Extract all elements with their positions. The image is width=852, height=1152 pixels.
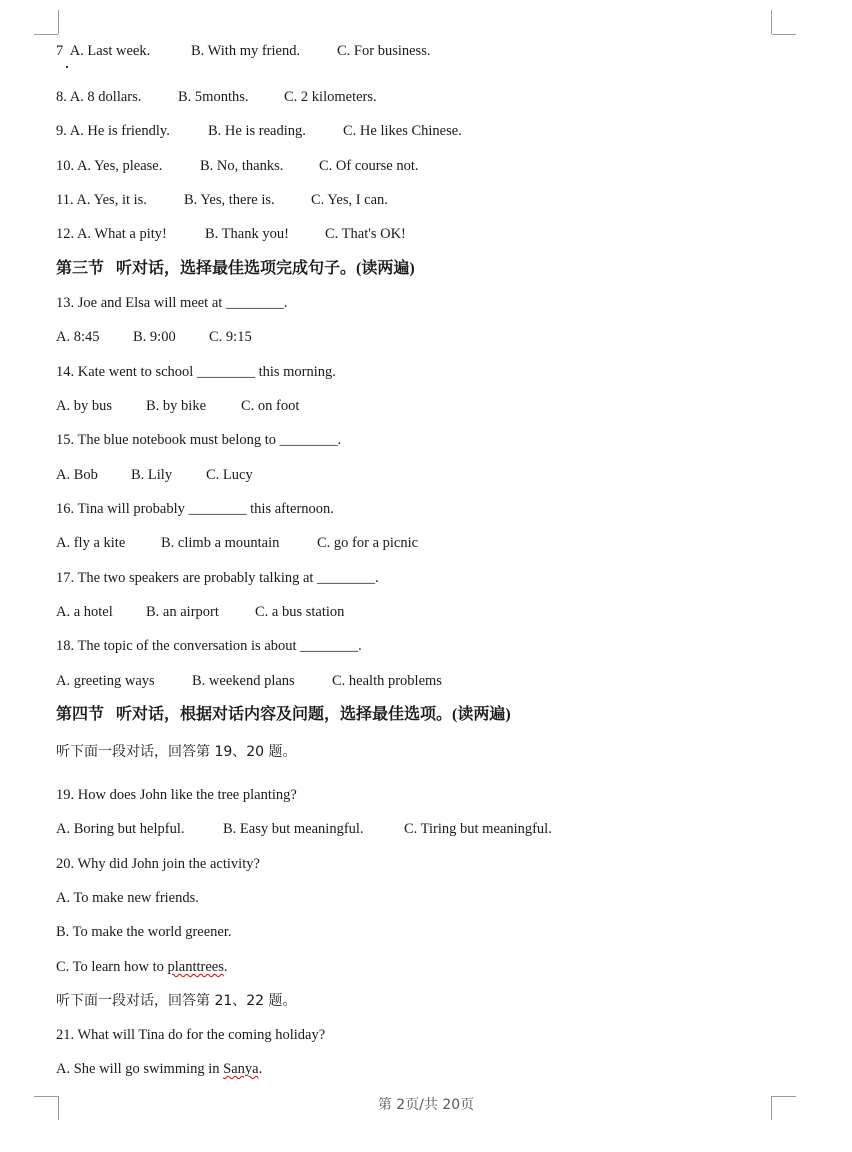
question-line — [56, 1060, 262, 1078]
crop-mark — [58, 10, 59, 34]
line-text: 第四节 听对话，根据对话内容及问题，选择最佳选项。(读两遍) — [56, 706, 511, 723]
option-text: B. No, thanks. — [200, 158, 284, 174]
option-text: C. a bus station — [255, 604, 345, 620]
option-text: C. go for a picnic — [317, 535, 419, 551]
line-text: 听下面一段对话，回答第 21、22 题。 — [56, 993, 297, 1009]
question-line — [56, 786, 297, 804]
question-line — [56, 637, 362, 655]
option-text: 12. A. What a pity! — [56, 226, 167, 242]
line-text: C. To learn how to planttrees. — [56, 959, 228, 975]
option-text: B. 9:00 — [133, 329, 176, 345]
option-text: A. by bus — [56, 398, 112, 414]
option-text: A. fly a kite — [56, 535, 126, 551]
question-line — [56, 923, 232, 941]
question-line — [56, 431, 341, 449]
line-text: B. To make the world greener. — [56, 924, 232, 940]
section-heading — [56, 260, 415, 278]
spellcheck-underline: Sanya — [223, 1061, 259, 1077]
question-line — [56, 889, 199, 907]
line-text: 14. Kate went to school ________ this morning. — [56, 364, 336, 380]
line-text: 听下面一段对话，回答第 19、20 题。 — [56, 744, 297, 760]
option-text: C. Of course not. — [319, 158, 419, 174]
option-text: C. Lucy — [206, 467, 253, 483]
option-text: B. weekend plans — [192, 673, 295, 689]
option-text: C. 9:15 — [209, 329, 252, 345]
page-footer: 第 2页/共 20页 — [377, 1097, 475, 1113]
option-text: C. 2 kilometers. — [284, 89, 377, 105]
question-line — [56, 855, 260, 873]
option-text: A. greeting ways — [56, 673, 155, 689]
option-text: B. climb a mountain — [161, 535, 280, 551]
option-text: C. He likes Chinese. — [343, 123, 462, 139]
instruction-text — [56, 992, 297, 1010]
question-line — [56, 294, 288, 312]
option-text: C. For business. — [337, 43, 431, 59]
option-text: B. an airport — [146, 604, 219, 620]
option-text: 10. A. Yes, please. — [56, 158, 163, 174]
line-text: 18. The topic of the conversation is about ________. — [56, 638, 362, 654]
option-text: 9. A. He is friendly. — [56, 123, 170, 139]
option-text: C. on foot — [241, 398, 300, 414]
option-text: A. 8:45 — [56, 329, 100, 345]
line-text: 13. Joe and Elsa will meet at ________. — [56, 295, 288, 311]
option-text: B. Lily — [131, 467, 173, 483]
option-text: A. Boring but helpful. — [56, 821, 185, 837]
line-text: 20. Why did John join the activity? — [56, 856, 260, 872]
crop-mark — [771, 10, 772, 34]
option-text: B. Easy but meaningful. — [223, 821, 364, 837]
option-text: 8. A. 8 dollars. — [56, 89, 142, 105]
crop-mark — [772, 34, 796, 35]
option-text: B. by bike — [146, 398, 207, 414]
option-text: B. He is reading. — [208, 123, 306, 139]
line-text: 17. The two speakers are probably talking at ________. — [56, 570, 379, 586]
option-text: B. With my friend. — [191, 43, 301, 59]
stray-mark — [66, 66, 68, 68]
line-text: 19. How does John like the tree planting? — [56, 787, 297, 803]
line-text: A. To make new friends. — [56, 890, 199, 906]
line-text: A. She will go swimming in Sanya. — [56, 1061, 263, 1077]
option-text: B. 5months. — [178, 89, 249, 105]
question-line — [56, 1026, 325, 1044]
option-text: C. health problems — [332, 673, 442, 689]
question-line — [56, 500, 334, 518]
option-text: C. Tiring but meaningful. — [404, 821, 552, 837]
question-line — [56, 569, 379, 587]
option-text: B. Yes, there is. — [184, 192, 275, 208]
line-text: 21. What will Tina do for the coming holiday? — [56, 1027, 326, 1043]
option-text: A. Bob — [56, 467, 98, 483]
line-text: 16. Tina will probably ________ this afternoon. — [56, 501, 334, 517]
option-text: A. a hotel — [56, 604, 113, 620]
option-text: B. Thank you! — [205, 226, 289, 242]
crop-mark — [34, 34, 58, 35]
line-text: 15. The blue notebook must belong to ________. — [56, 432, 342, 448]
line-text: 第三节 听对话，选择最佳选项完成句子。(读两遍) — [56, 260, 415, 277]
option-text: 11. A. Yes, it is. — [56, 192, 147, 208]
option-text: 7 A. Last week. — [56, 43, 151, 59]
question-line — [56, 363, 336, 381]
option-text: C. That's OK! — [325, 226, 406, 242]
option-text: C. Yes, I can. — [311, 192, 388, 208]
section-heading — [56, 706, 511, 724]
question-line — [56, 958, 227, 976]
instruction-text — [56, 743, 297, 761]
spellcheck-underline: planttrees — [167, 959, 224, 975]
